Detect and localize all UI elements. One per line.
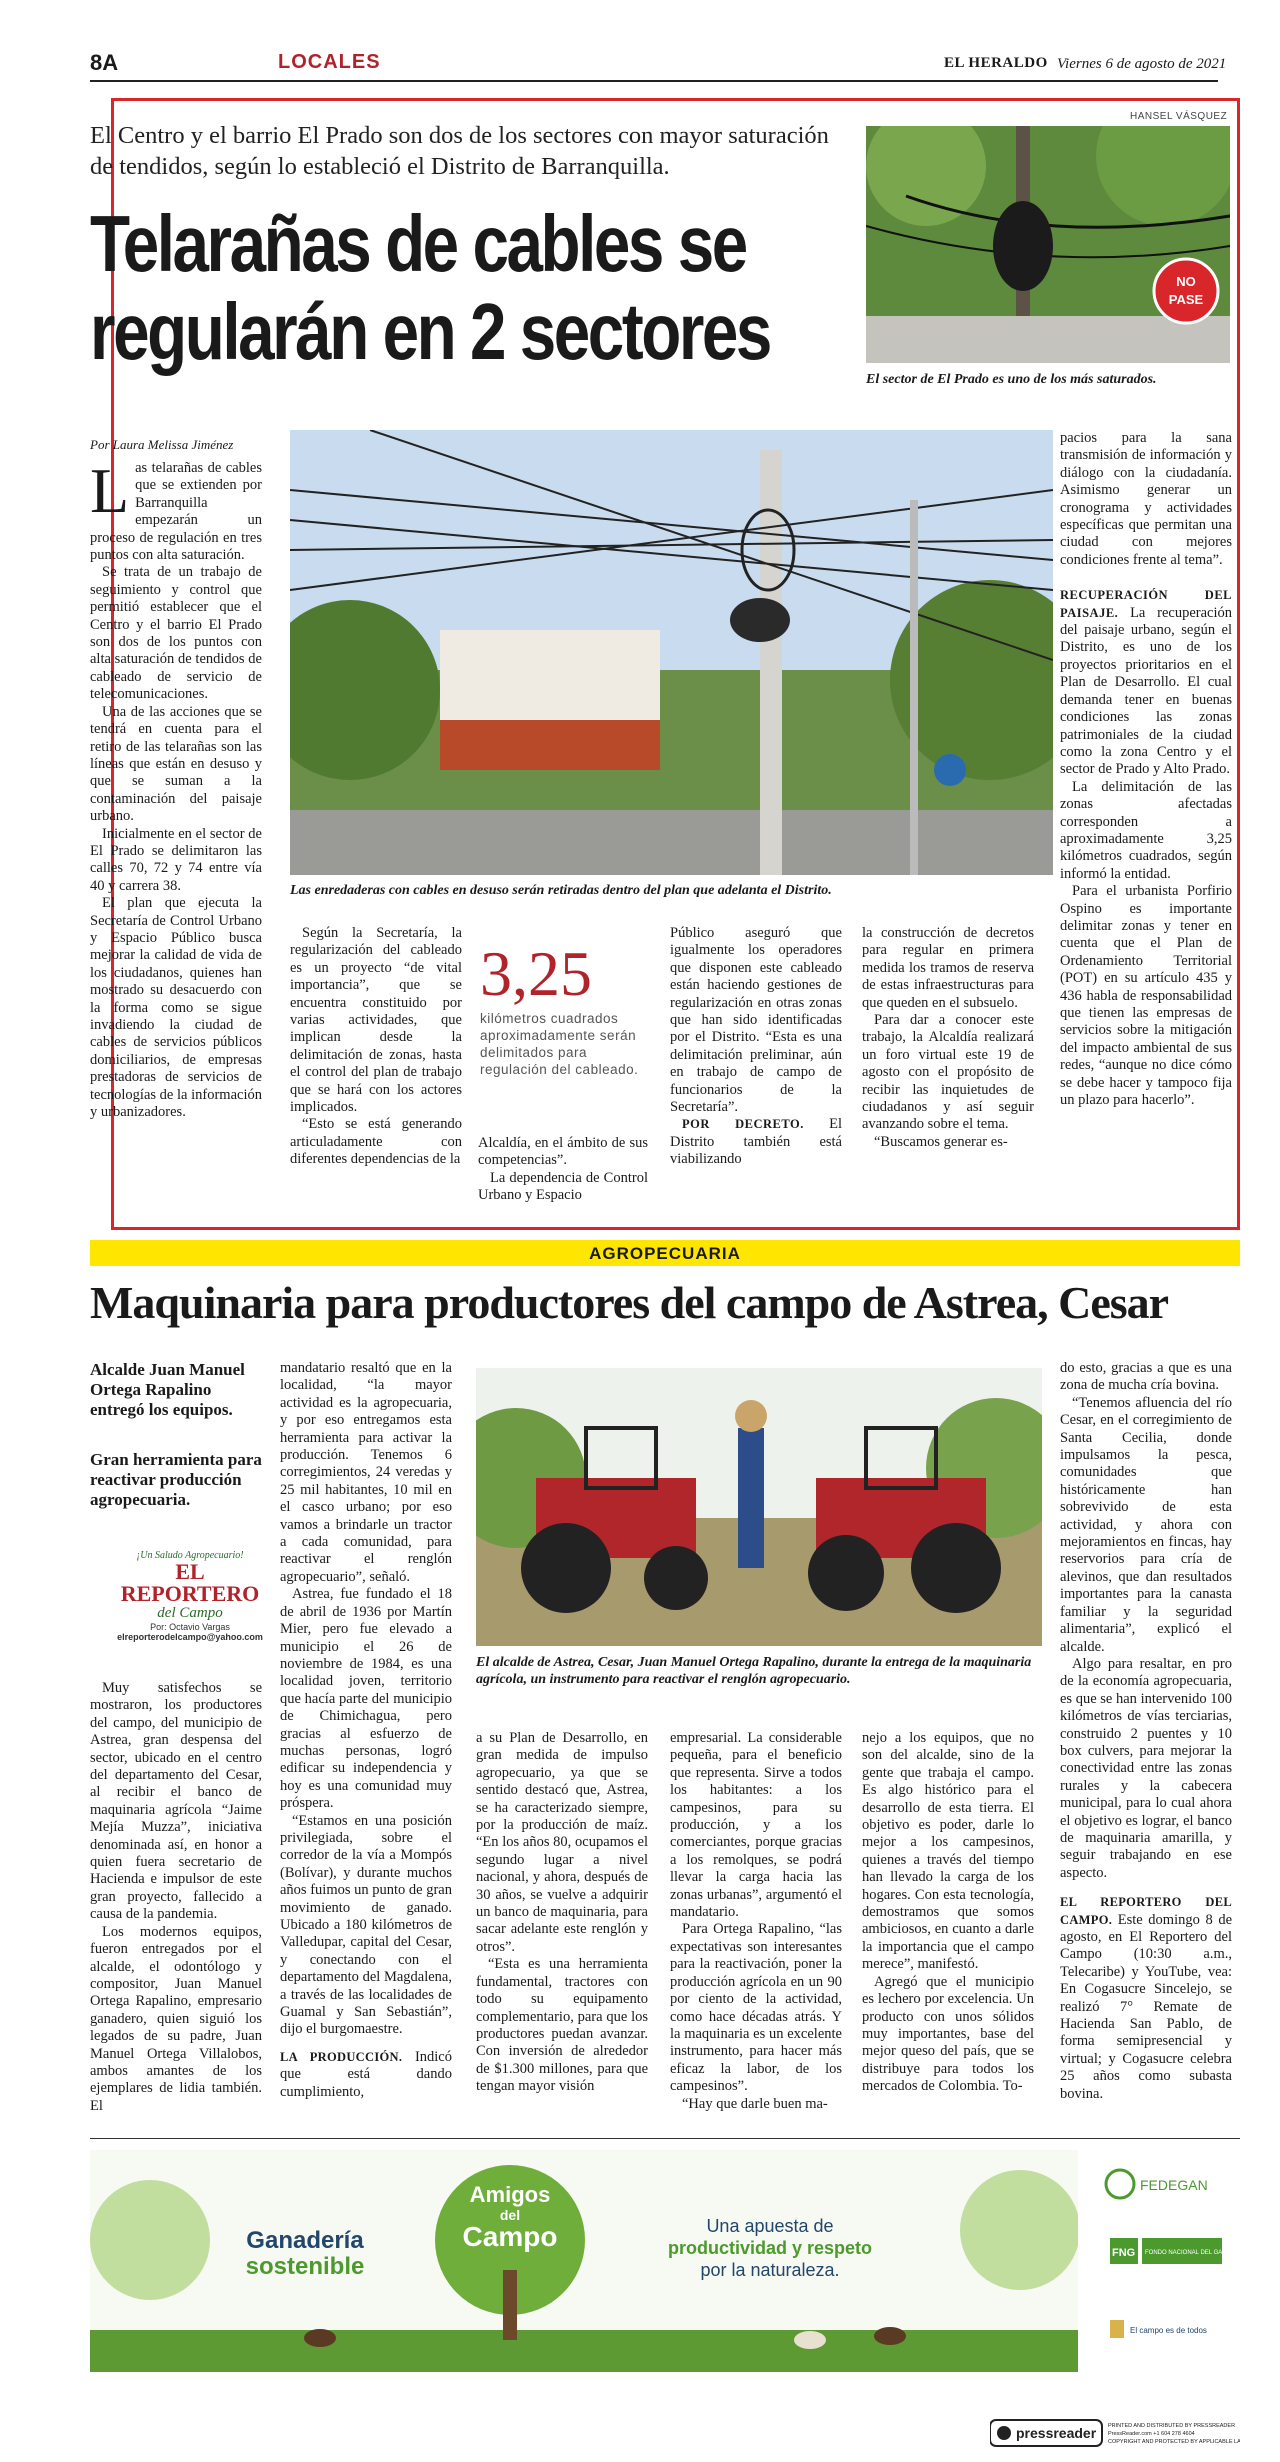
- paragraph: Para el urbanista Porfirio Ospino es importante delimitar zonas y tener en cuenta que el Plan de Ordenamiento Territorial (POT) en su artículo 435 y 436 habla de responsabilidad que tienen las empresas de servicios sobre la mitigación del impacto ambiental de sus redes, “aunque no dice cómo se debe hacer y tampoco fija un plazo para hacerlo”.: [1060, 883, 1232, 1109]
- svg-text:NO: NO: [1176, 274, 1196, 289]
- ad-right-line2: productividad y respeto: [667, 2238, 873, 2258]
- paragraph: “Tenemos afluencia del río Cesar, en el corregimiento de Santa Cecilia, donde impulsamos la pesca, comunidades que históricamente han sobrevivido de esta actividad, y ahora con mejoramientos en fincas, hay reservorios para cría de alevinos, que dan resultados importantes para la canasta familiar y la seguridad alimentaria”, explicó el alcalde.: [1060, 1394, 1232, 1655]
- ad-center-line3: Campo: [462, 2221, 558, 2252]
- photo2-caption: Las enredaderas con cables en desuso serán retiradas dentro del plan que adelanta el Distrito.: [290, 883, 832, 898]
- paragraph: El plan que ejecuta la Secretaría de Control Urbano y Espacio Público busca mejorar la calidad de vida de los ciudadanos, quienes han mostrado su desacuerdo con la forma como se sigue invadiendo la ciudad de cables de servicios públicos domiciliarios, de empresas prestadoras de servicios de tecnologías de la información y urbanizadores.: [90, 895, 262, 1121]
- newspaper-name: EL HERALDO: [944, 55, 1048, 71]
- subhead-kicker: LA PRODUCCIÓN.: [280, 2049, 403, 2064]
- ad-left-line2: sostenible: [245, 2253, 365, 2280]
- paragraph: nejo a los equipos, que no son del alcalde, sino de la gente que trabaja el campo. Es algo histórico para el desarrollo de esta tierra. El objetivo es poder, darle lo mejor a los campesinos, quienes a través del tiempo han llevado la carga de los hogares. Con esta tecnología, demostramos que somos ambiciosos, en cuanto a darle la importancia que el campo merece”, manifestó.: [862, 1730, 1034, 1973]
- story2-column-1: [90, 1680, 262, 2115]
- dropcap: L: [90, 455, 130, 526]
- byline: Por Laura Melissa Jiménez: [90, 437, 234, 452]
- subhead-kicker: RECUPERACIÓN DEL PAISAJE.: [1060, 588, 1232, 620]
- logo-email: elreporterodelcampo@yahoo.com: [117, 1632, 263, 1642]
- fng-logo: FNG: [1112, 2247, 1136, 2259]
- paragraph: Agregó que el municipio es lechero por excelencia. Un producto con unos sólidos muy importantes, base del mejor queso del país, que se distribuye para todos los mercados de Colombia. To-: [862, 1973, 1034, 2095]
- issue-date: Viernes 6 de agosto de 2021: [1057, 56, 1227, 72]
- pressreader-line2: PressReader.com +1 604 278 4604: [1108, 2431, 1195, 2437]
- ad-separator: [90, 2138, 1240, 2139]
- pressreader-logo: pressreader: [1016, 2425, 1097, 2441]
- story1-headline: [90, 199, 770, 376]
- section-bar-label: AGROPECUARIA: [589, 1244, 741, 1263]
- paragraph: a su Plan de Desarrollo, en gran medida de impulso agropecuario, ya que se sentido destacó que, Astrea, se ha caracterizado siempre, por la producción de maíz. “En los años 80, ocupamos el segundo lugar a nivel nacional, y ahora, después de 30 años, se vuelve a adquirir un banco de maquinaria, para sacar adelante este renglón y otros”.: [476, 1730, 648, 1955]
- paragraph: “Buscamos generar es-: [874, 1133, 1008, 1150]
- paragraph: Alcaldía, en el ámbito de sus competencias”.: [478, 1135, 648, 1169]
- story1-headline-line1: Telarañas de cables se: [90, 199, 746, 288]
- logo-tagline: ¡Un Saludo Agropecuario!: [136, 1550, 244, 1561]
- paragraph: La dependencia de Control Urbano y Espacio: [478, 1169, 648, 1204]
- paragraph: Una de las acciones que se tendrá en cuenta para el retiro de las telarañas son las líneas que están en desuso y que se suman a la contaminación del paisaje urbano.: [90, 703, 262, 825]
- subhead-kicker: POR DECRETO.: [682, 1117, 804, 1132]
- paragraph: Muy satisfechos se mostraron, los productores del campo, del municipio de Astrea, gran despensa del sector, ubicado en el centro del departamento del Cesar, al recibir el banco de maquinaria agrícola “Jaime Mejía Muzza”, iniciativa denominada así, en honor a quien fuera secretario de Hacienda e impulsor de este gran proyecto, fallecido a causa de la pandemia.: [90, 1680, 262, 1923]
- paragraph: La recuperación del paisaje urbano, según el Distrito, es uno de los proyectos prioritarios en el Plan de Desarrollo. El cual demanda tener en buenas condiciones las zonas patrimoniales de la ciudad como la zona Centro y el sector de Prado y Alto Prado.: [1060, 604, 1232, 778]
- header-rule: [90, 80, 1218, 82]
- pressreader-footer: [990, 2418, 1240, 2448]
- paragraph: Este domingo 8 de agosto, en El Reportero del Campo (10:30 a.m., Telecaribe) y YouTube, vea: En Cogasucre Sincelejo, se realizó 7° Remate de Hacienda San Pablo, de forma semipresencial y virtual; y Cogasucre celebra 25 años como subasta bovina.: [1060, 1911, 1233, 2102]
- paragraph: Público aseguró que igualmente los operadores que disponen este cableado están haciendo gestiones de regularización en otras zonas que han sido identificadas por el Distrito. “Esta es una delimitación preliminar, aún en trabajo de campo de funcionarios de la Secretaría”.: [670, 925, 842, 1116]
- ad-center-line1: Amigos: [469, 2182, 551, 2207]
- story1-headline-line2: regularán en 2 sectores: [90, 287, 770, 376]
- story1-column-1: [90, 455, 262, 1121]
- advertisement-amigos-del-campo: [90, 2150, 1078, 2372]
- photo-cables-pole: [290, 430, 1053, 875]
- story1-column-2: [290, 925, 462, 1169]
- photo-credit: HANSEL VÁSQUEZ: [1130, 111, 1228, 122]
- fedegan-logo: FEDEGAN: [1140, 2177, 1208, 2193]
- logo-author: Por: Octavio Vargas: [150, 1622, 230, 1632]
- ad-sponsor-logos: [1090, 2150, 1240, 2372]
- paragraph: “Esta es una herramienta fundamental, tractores con todo su equipamento complementario, para que los productores puedan avanzar. Con inversión de alrededor de $1.300 millones, para que tengan mayor visión: [476, 1956, 648, 2095]
- story2-column-2: [280, 1360, 452, 2101]
- page-number: 8A: [90, 50, 119, 75]
- pull-quote-number: 3,25: [480, 938, 592, 1009]
- story1-column-5: [862, 925, 1034, 1151]
- paragraph: la construcción de decretos para regular en primera medida los tramos de reserva de estas infraestructuras para que queden en el subsuelo.: [862, 925, 1034, 1011]
- paragraph: Para dar a conocer este trabajo, la Alcaldía realizará un foro virtual este 19 de agosto con el propósito de recibir las inquietudes de ciudadanos y así seguir avanzando sobre el tema.: [862, 1012, 1034, 1133]
- paragraph: “Hay que darle buen ma-: [682, 2095, 828, 2112]
- paragraph: empresarial. La considerable pequeña, para el beneficio que representa. Sirve a todos los habitantes: a los campesinos, para su producción, y a los comerciantes, porque gracias a los remolques, se podrá llevar la carga hacia las zonas urbanas”, argumentó el mandatario.: [670, 1730, 842, 1921]
- paragraph: pacios para la sana transmisión de información y diálogo con la ciudadanía. Asimismo generar un cronograma y actividades específicas que permitan una ciudad con mejores condiciones frente al tema”.: [1060, 430, 1232, 568]
- photo-tractors: [476, 1368, 1042, 1646]
- photo-el-prado-street: [866, 126, 1230, 363]
- story2-column-4: [670, 1730, 842, 2113]
- paragraph: as telarañas de cables que se extienden por Barranquilla empezarán un proceso de regulación en tres puntos con alta saturación.: [90, 460, 262, 564]
- paragraph: Según la Secretaría, la regularización del cableado es un proyecto “de vital importancia”, que se encuentra constituido por varias actividades, que implican desde la delimitación de zonas, hasta el control del plan de trabajo que se hará con los actores implicados.: [290, 925, 462, 1116]
- pull-quote-text: kilómetros cuadrados aproximadamente serán delimitados para regulación del cableado.: [480, 1011, 639, 1077]
- paragraph: Se trata de un trabajo de seguimiento y control que permitió establecer que el Centro y el barrio El Prado son dos de los puntos con alta saturación de tendidos de cableado de servicio de telecomunicaciones.: [90, 564, 262, 703]
- story2-headline: Maquinaria para productores del campo de Astrea, Cesar: [90, 1277, 1169, 1328]
- story2-column-6: [1060, 1360, 1232, 2103]
- story2-kicker-1: Alcalde Juan Manuel Ortega Rapalino entregó los equipos.: [90, 1360, 245, 1419]
- logo-title: EL REPORTERO: [120, 1559, 260, 1606]
- paragraph: “Estamos en una posición privilegiada, sobre el corredor de la vía a Mompós (Bolívar), y durante muchos años fuimos un punto de gran movimiento de ganado. Ubicado a 180 kilómetros de Valledupar, capital del Cesar, y conectando con el departamento del Magdalena, a través de las localidades de Guamal y San Sebastián”, dijo el burgomaestre.: [280, 1812, 452, 2038]
- paragraph: Indicó que está dando cumplimiento,: [280, 2048, 452, 2100]
- story1-deck: El Centro y el barrio El Prado son dos de los sectores con mayor saturación de tendidos, según lo estableció el Distrito de Barranquilla.: [90, 122, 829, 180]
- story2-kicker-2: Gran herramienta para reactivar producción agropecuaria.: [90, 1450, 262, 1509]
- gov-logo: El campo es de todos: [1130, 2326, 1207, 2335]
- svg-text:PASE: PASE: [1168, 292, 1204, 307]
- subhead-kicker: EL REPORTERO DEL CAMPO.: [1060, 1895, 1232, 1927]
- paragraph: Inicialmente en el sector de El Prado se delimitaron las calles 70, 72 y 74 entre vía 40 y carrera 38.: [90, 825, 262, 894]
- photo3-caption: El alcalde de Astrea, Cesar, Juan Manuel Ortega Rapalino, durante la entrega de la maquinaria agrícola, un instrumento para reactivar el renglón agropecuario.: [476, 1655, 1032, 1687]
- section-name: LOCALES: [278, 51, 381, 73]
- paragraph: “Esto se está generando articuladamente con diferentes dependencias de la: [290, 1116, 462, 1168]
- photo1-caption: El sector de El Prado es uno de los más saturados.: [866, 372, 1157, 387]
- paragraph: El Distrito también está viabilizando: [670, 1116, 842, 1168]
- paragraph: Para Ortega Rapalino, “las expectativas son interesantes para la reactivación, poner la producción agrícola en un 90 por ciento de la actividad, como hace décadas atrás. Y la maquinaria es un excelente instrumento, para hacer más eficaz la labor, de los campesinos”.: [670, 1921, 842, 2095]
- paragraph: Astrea, fue fundado el 18 de abril de 1936 por Martín Mier, pero fue elevado a municipio el 26 de noviembre de 1984, es una localidad joven, territorio que hacía parte del municipio de Chimichagua, pero gracias al esfuerzo de muchas personas, logró edificar su independencia y hoy es una comunidad muy próspera.: [280, 1586, 452, 1812]
- ad-left-line1: Ganadería: [246, 2227, 364, 2254]
- ad-right-line1: Una apuesta de: [706, 2216, 834, 2236]
- paragraph: do esto, gracias a que es una zona de mucha cría bovina.: [1060, 1360, 1232, 1394]
- story1-column-4: [670, 925, 842, 1169]
- fng-logo-text: FONDO NACIONAL DEL GANADO: [1145, 2250, 1240, 2256]
- story1-column-3: [478, 1135, 648, 1205]
- paragraph: Algo para resaltar, en pro de la economía agropecuaria, es que se han intervenido 100 kilómetros de vías terciarias, construido 2 puentes y 10 box culvers, para mejorar la conectividad entre las zonas rurales y la cabecera municipal, para lo cual ahora el objetivo es lograr, el banco de maquinaria amarilla, y seguir trabajando en ese aspecto.: [1060, 1655, 1232, 1881]
- ad-center-line2: del: [499, 2207, 521, 2223]
- story2-column-3: [476, 1730, 648, 2096]
- story1-column-6: [1060, 430, 1232, 1109]
- paragraph: La delimitación de las zonas afectadas corresponden a aproximadamente 3,25 kilómetros cuadrados, según informó la entidad.: [1060, 778, 1232, 882]
- pressreader-line1: PRINTED AND DISTRIBUTED BY PRESSREADER: [1108, 2423, 1236, 2429]
- paragraph: Los modernos equipos, fueron entregados por el alcalde, el odontólogo y compositor, Juan Manuel Ortega Rapalino, empresario ganadero, quien siguió los legados de su padre, Juan Manuel Ortega Villalobos, ambos amantes de los ejemplares de lidia también. El: [90, 1923, 262, 2114]
- logo-subtitle: del Campo: [157, 1605, 223, 1621]
- paragraph: mandatario resaltó que en la localidad, “la mayor actividad es la agropecuaria, y por eso entregamos esta herramienta para activar la producción. Tenemos 6 corregimientos, 24 veredas y 25 mil habitantes, 10 mil en el casco urbano; por eso vamos a brindarle un tractor a cada comunidad, para reactivar el renglón agropecuario”, señaló.: [280, 1360, 452, 1585]
- ad-right-line3: por la naturaleza.: [700, 2260, 840, 2280]
- pressreader-line3: COPYRIGHT AND PROTECTED BY APPLICABLE LAW: [1108, 2439, 1240, 2445]
- story2-column-5: [862, 1730, 1034, 2096]
- el-reportero-logo: [110, 1550, 270, 1640]
